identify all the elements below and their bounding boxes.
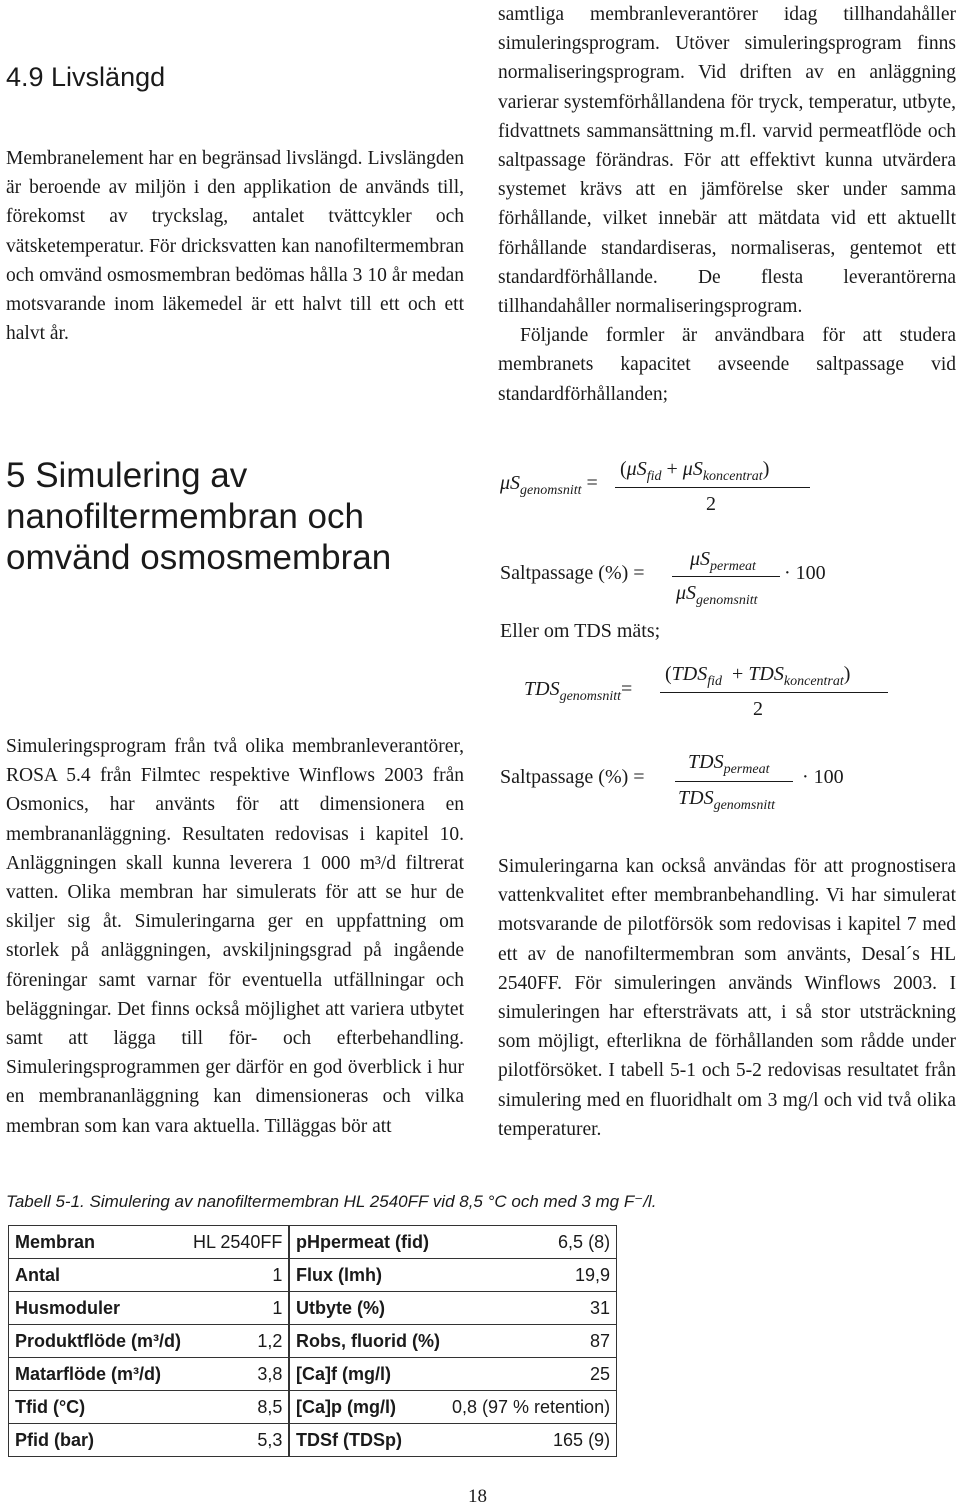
subscript: genomsnitt (559, 689, 622, 704)
table-row (290, 1358, 617, 1391)
row-value: 3,8 (187, 1358, 289, 1391)
denominator: 2 (706, 493, 716, 515)
subscript: koncentrat (702, 469, 763, 484)
subscript: genomsnitt (696, 593, 758, 608)
paragraph: Simuleringsprogram från två olika membranleverantörer, ROSA 5.4 från Filmtec respektive Winflows 2003 från Osmonics, har använts för att dimensionera en membrananläggning. Resultaten redovisas i kapitel 10. Anläggningen skall kunna leverera 1 000 m³/d filtrerat vatten. Olika membran har simulerats för att se hur de skiljer sig åt. Simuleringarna ger en uppfattning om storlek på anläggningen, avskiljningsgrad på ingående föreningar samt varnar för eventuella utfällningar och beläggningar. Det finns också möjlighet att variera utbytet samt att lägga till för- och efterbehandling. Simuleringsprogrammen ger därför en god överblick i hur en membrananläggning kan dimensioneras och vilka membran som kan vara aktuella. Tilläggas bör att (6, 736, 464, 1137)
table-row (290, 1391, 617, 1424)
row-label: Membran (9, 1226, 187, 1259)
right-column-text-2 (498, 852, 956, 1144)
subscript: fid (707, 674, 723, 689)
row-value: 31 (446, 1292, 617, 1325)
formula-lhs: Saltpassage (%) = (500, 766, 645, 788)
paren: ( (620, 458, 627, 480)
table-row (290, 1292, 617, 1325)
row-label: Flux (lmh) (290, 1259, 446, 1292)
row-value: 1 (187, 1292, 289, 1325)
table-row (9, 1226, 289, 1259)
row-label: TDSf (TDSp) (290, 1424, 446, 1457)
formula-denominator (676, 582, 758, 609)
denominator: 2 (753, 698, 763, 720)
section-heading-5: 5 Simulering av nanofiltermembran och omvänd osmosmembran (6, 456, 392, 577)
symbol: μS (500, 472, 521, 494)
equals: = (621, 678, 633, 700)
paragraph: Simuleringarna kan också användas för att prognostisera vattenkvalitet efter membranbehandling. Vi har simulerat motsvarande de pilotförsök som redovisas i kapitel 7 med ett av de nanofiltermembran som använts, Desal´s HL 2540FF. För simuleringen används Winflows 2003. I simuleringen har eftersträvats att, i så stor utsträckning som möjligt, efterlikna de förhållanden som rådde under pilotförsöket. I tabell 5-1 och 5-2 redovisas resultatet från simulering med en fluoridhalt om 3 mg/l och vid två olika temperaturer. (498, 856, 956, 1140)
plus: + (732, 663, 744, 685)
symbol: μS (676, 582, 697, 604)
paragraph: Membranelement har en begränsad livslängd. Livslängden är beroende av miljön i den applikation de används till, förekomst av tryckslag, antalet tvättcykler och vätsketemperatur. För dricksvatten kan nanofiltermembran och omvänd osmosmembran bedömas hålla 3 10 år medan motsvarande inom läkemedel är ett halvt till ett och ett halvt år. (6, 148, 464, 345)
times-100: · 100 (802, 766, 844, 788)
symbol: μS (626, 458, 647, 480)
table-row (290, 1325, 617, 1358)
section-heading-4-9: 4.9 Livslängd (6, 62, 166, 92)
row-value: 25 (446, 1358, 617, 1391)
row-value: 87 (446, 1325, 617, 1358)
table-row (9, 1424, 289, 1457)
row-value: 1,2 (187, 1325, 289, 1358)
symbol: TDS (524, 678, 560, 700)
row-value: 1 (187, 1259, 289, 1292)
symbol: TDS (678, 787, 714, 809)
formula-numerator (688, 751, 769, 778)
row-label: Pfid (bar) (9, 1424, 187, 1457)
paren: ) (762, 458, 770, 480)
row-value: 6,5 (8) (446, 1226, 617, 1259)
section-5-body (6, 732, 464, 1141)
row-value: 5,3 (187, 1424, 289, 1457)
fraction-line (615, 487, 810, 488)
subscript: genomsnitt (713, 798, 776, 813)
symbol: μS (690, 548, 711, 570)
row-value: 165 (9) (446, 1424, 617, 1457)
row-value: 19,9 (446, 1259, 617, 1292)
symbol: TDS (671, 663, 708, 685)
paragraph: samtliga membranleverantörer idag tillhandahåller simuleringsprogram. Utöver simuleringsprogram finns normaliseringsprogram. Vid driften av en anläggning varierar systemförhållandena för tryck, temperatur, utbyte, fidvattnets sammansättning m.fl. varvid permeatflöde och saltpassage förändras. För att effektivt kunna utvärdera systemet krävs att en jämförelse sker under samma förhållande, vilket innebär att mätdata vid ett aktuellt förhållande standardiseras, normaliseras, gentemot ett standardförhållande. De flesta leverantörerna tillhandahåller normaliseringsprogram. (498, 4, 956, 318)
formula-denominator (678, 787, 775, 814)
paragraph: Följande formler är användbara för att studera membranets kapacitet avseende saltpassage vid standardförhållanden; (498, 325, 956, 405)
table-row (9, 1259, 289, 1292)
subscript: fid (646, 469, 662, 484)
row-value: HL 2540FF (187, 1226, 289, 1259)
fraction-line (672, 576, 780, 577)
section-4-9-body (6, 144, 464, 348)
subscript: permeat (723, 762, 770, 777)
fraction-line (660, 692, 888, 693)
row-label: Husmoduler (9, 1292, 187, 1325)
formula-lhs: Saltpassage (%) = (500, 562, 645, 584)
right-column-text (498, 0, 956, 409)
row-label: Robs, fluorid (%) (290, 1325, 446, 1358)
formula-numerator (665, 663, 850, 690)
row-label: [Ca]p (mg/l) (290, 1391, 446, 1424)
table-row (290, 1259, 617, 1292)
table-row (9, 1391, 289, 1424)
symbol: TDS (748, 663, 784, 685)
subscript: koncentrat (783, 674, 844, 689)
simulation-table-left (8, 1225, 289, 1457)
row-label: Matarflöde (m³/d) (9, 1358, 187, 1391)
formula-lhs (524, 678, 632, 705)
row-label: Utbyte (%) (290, 1292, 446, 1325)
table-row (9, 1292, 289, 1325)
table-row (9, 1358, 289, 1391)
formula-lhs (500, 472, 598, 499)
row-label: [Ca]f (mg/l) (290, 1358, 446, 1391)
paren: ( (665, 663, 672, 685)
row-label: pHpermeat (fid) (290, 1226, 446, 1259)
formula-numerator (620, 458, 769, 485)
table-row (290, 1424, 617, 1457)
plus: + (666, 458, 678, 480)
times-100: · 100 (784, 562, 826, 584)
table-row (290, 1226, 617, 1259)
paren: ) (843, 663, 851, 685)
page-number: 18 (468, 1486, 487, 1507)
symbol: TDS (688, 751, 724, 773)
symbol: μS (682, 458, 703, 480)
row-label: Produktflöde (m³/d) (9, 1325, 187, 1358)
fraction-line (675, 781, 793, 782)
subscript: permeat (710, 559, 756, 574)
simulation-table-right (289, 1225, 617, 1457)
table-caption: Tabell 5-1. Simulering av nanofiltermembran HL 2540FF vid 8,5 °C och med 3 mg F⁻/l. (6, 1192, 657, 1211)
tds-note: Eller om TDS mäts; (500, 620, 661, 642)
table-row (9, 1325, 289, 1358)
row-label: Antal (9, 1259, 187, 1292)
equals: = (586, 472, 598, 494)
subscript: genomsnitt (520, 483, 582, 498)
row-label: Tfid (°C) (9, 1391, 187, 1424)
row-value: 0,8 (97 % retention) (446, 1391, 617, 1424)
row-value: 8,5 (187, 1391, 289, 1424)
formula-numerator (690, 548, 756, 575)
